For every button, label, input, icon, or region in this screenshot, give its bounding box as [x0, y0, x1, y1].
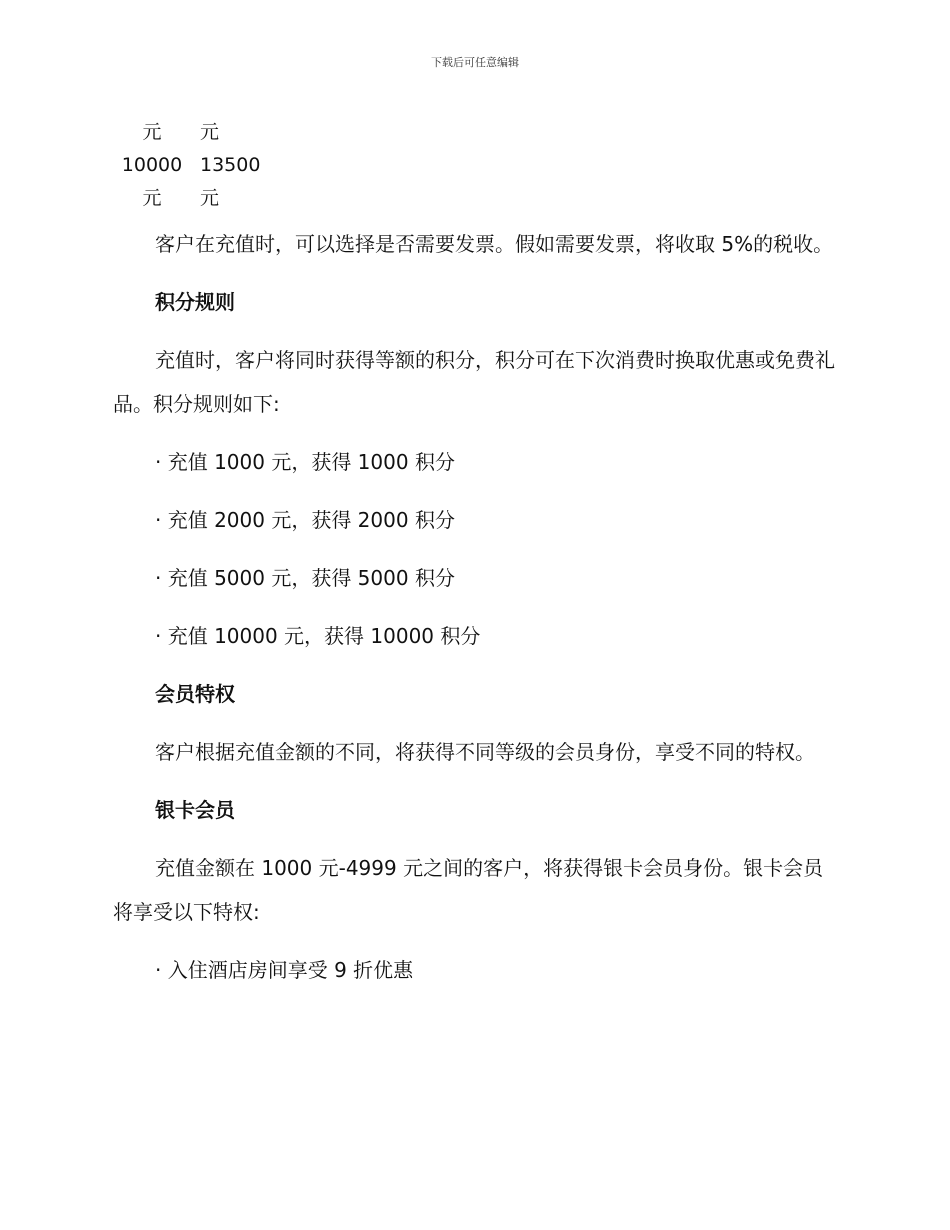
silver-intro-paragraph: 充值金额在 1000 元-4999 元之间的客户，将获得银卡会员身份。银卡会员将享受以下特权: — [113, 856, 824, 924]
amount-table-fragment — [118, 118, 294, 217]
table-row — [118, 118, 294, 151]
table-cell: 13500 — [200, 154, 261, 176]
invoice-note-paragraph: 客户在充值时，可以选择是否需要发票。假如需要发票，将收取 5%的税收。 — [155, 232, 834, 256]
table-row — [118, 184, 294, 217]
table-cell: 元 — [142, 121, 162, 143]
table-cell: 元 — [200, 121, 220, 143]
list-item: · 入住酒店房间享受 9 折优惠 — [155, 958, 414, 982]
points-rules-heading: 积分规则 — [155, 290, 235, 314]
document-body — [113, 222, 843, 1006]
table-cell: 元 — [200, 187, 220, 209]
silver-member-heading: 银卡会员 — [155, 798, 235, 822]
table-cell: 元 — [142, 187, 162, 209]
page-header-title: 下载后可任意编辑 — [431, 56, 519, 69]
points-intro-paragraph: 充值时，客户将同时获得等额的积分，积分可在下次消费时换取优惠或免费礼品。积分规则如下: — [113, 348, 835, 416]
privilege-intro-paragraph: 客户根据充值金额的不同，将获得不同等级的会员身份，享受不同的特权。 — [155, 740, 815, 764]
list-item: · 充值 1000 元，获得 1000 积分 — [155, 450, 455, 474]
table-cell: 10000 — [121, 154, 183, 176]
member-privilege-heading: 会员特权 — [155, 682, 235, 706]
list-item: · 充值 2000 元，获得 2000 积分 — [155, 508, 455, 532]
list-item: · 充值 5000 元，获得 5000 积分 — [155, 566, 455, 590]
table-row — [118, 151, 294, 184]
list-item: · 充值 10000 元，获得 10000 积分 — [155, 624, 481, 648]
